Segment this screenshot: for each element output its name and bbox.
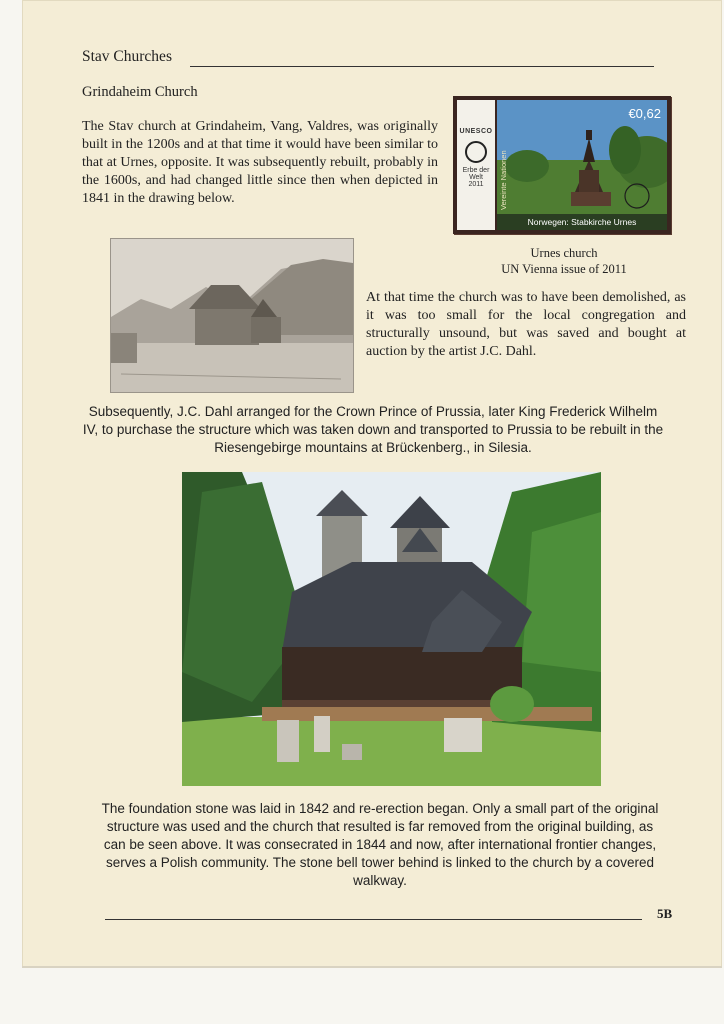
grindaheim-drawing: [110, 238, 354, 393]
stamp-value: €0,62: [628, 106, 661, 121]
stamp-caption: [488, 245, 640, 277]
stamp-band-text: Norwegen: Stabkirche Urnes: [497, 214, 667, 230]
page-edge: [22, 966, 722, 968]
page-title: Stav Churches: [82, 48, 172, 65]
stamp-tab-line: Welt: [469, 174, 483, 181]
page-number: 5B: [657, 906, 673, 921]
demolition-paragraph: At that time the church was to have been demolished, as it was too small for the local congregation and structurally unsound, but was saved and bought at auction by the artist J.C. Dahl.: [366, 290, 686, 359]
stamp-tab-unesco: UNESCO: [459, 128, 493, 135]
urnes-stamp: [453, 96, 671, 234]
church-sketch-illustration: [111, 239, 353, 392]
header: [82, 46, 654, 70]
church-photo-illustration: [182, 472, 601, 786]
section-heading: Grindaheim Church: [82, 84, 198, 100]
stamp-tab-line: Erbe der: [462, 167, 490, 174]
prussia-paragraph: Subsequently, J.C. Dahl arranged for the Crown Prince of Prussia, later King Frederick Wilhelm IV, to purchase the structure which was taken down and transported to Prussia to be rebuilt in the Riesengebirge mountains at Brückenberg., in Silesia.: [82, 404, 664, 455]
foundation-paragraph: The foundation stone was laid in 1842 and re-erection began. Only a small part of the original structure was used and the church that resulted is far removed from the original building, as can be seen above. It was consecrated in 1844 and now, after international frontier changes, serves a Polish community. The stone bell tower behind is linked to the church by a covered walkway.: [101, 801, 659, 888]
stamp-tab-line: 2011: [468, 181, 484, 188]
footer-rule: [105, 919, 642, 920]
wang-church-photo: [182, 472, 601, 786]
stamp-tab: [457, 100, 495, 230]
world-heritage-icon: [465, 141, 487, 163]
intro-paragraph: The Stav church at Grindaheim, Vang, Valdres, was originally built in the 1200s and at that time it would have been similar to that at Urnes, opposite. It was subsequently rebuilt, probably in the 1600s, and had changed little since then when depicted in 1841 in the drawing below.: [82, 119, 438, 206]
stamp-caption-subtitle: UN Vienna issue of 2011: [501, 262, 627, 276]
title-underline: [190, 66, 654, 67]
stamp-caption-title: Urnes church: [530, 246, 598, 260]
stamp-side-text: Vereinte Nationen: [499, 150, 508, 210]
stamp-image: [497, 100, 667, 230]
